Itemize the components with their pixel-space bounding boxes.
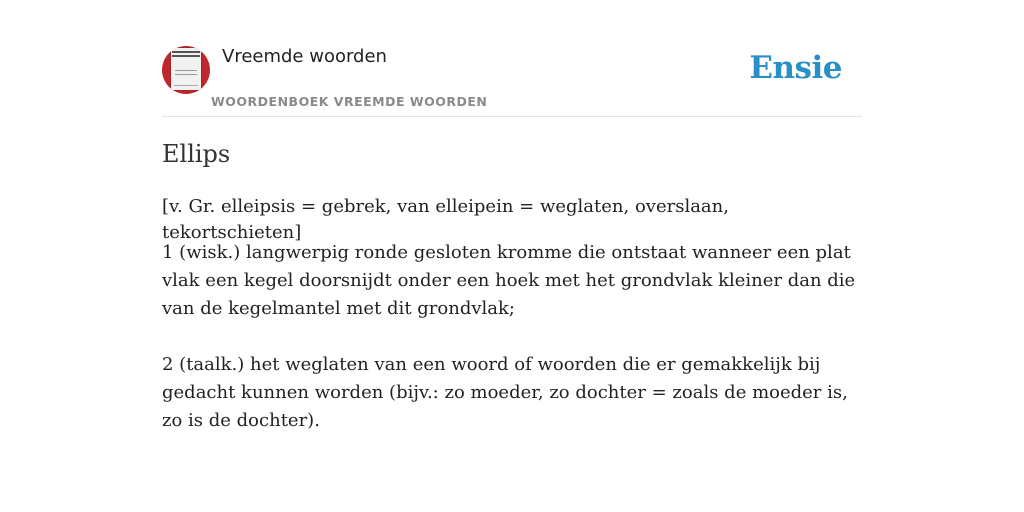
source-avatar[interactable] xyxy=(162,46,210,94)
source-subtitle: WOORDENBOEK VREEMDE WOORDEN xyxy=(211,94,488,109)
etymology: [v. Gr. elleipsis = gebrek, van elleipein = weglaten, overslaan, tekortschieten] xyxy=(162,196,729,243)
definition-1: 1 (wisk.) langwerpig ronde gesloten kromme die ontstaat wanneer een plat vlak een kegel doorsnijdt onder een hoek met het grondvlak kleiner dan die van de kegelmantel met dit grondvlak; xyxy=(162,242,856,319)
definitions xyxy=(162,239,862,435)
definition-2: 2 (taalk.) het weglaten van een woord of woorden die er gemakkelijk bij gedacht kunnen worden (bijv.: zo moeder, zo dochter = zoals de moeder is, zo is de dochter). xyxy=(162,354,848,431)
book-cover-icon xyxy=(171,48,201,90)
entry-title: Ellips xyxy=(162,140,231,168)
page-content xyxy=(162,0,862,512)
brand-logo[interactable]: Ensie xyxy=(749,50,842,86)
source-title[interactable]: Vreemde woorden xyxy=(222,46,387,67)
header xyxy=(162,0,862,117)
